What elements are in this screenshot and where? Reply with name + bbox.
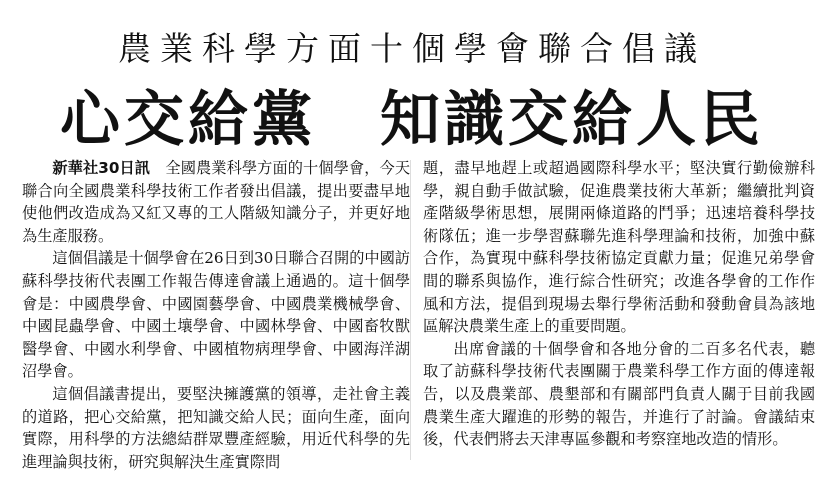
article-headline: 心交給黨 知識交給人民 [60,85,764,155]
article-paragraph: 這個倡議書提出，要堅決擁護黨的領導，走社會主義的道路，把心交給黨，把知識交給人民；面向生產，面向實際，用科學的方法總結群眾豐產經驗，用近代科學的先進理論與技術，研究與解決生產實際問 [22,384,410,471]
article-paragraph [22,157,410,247]
article-paragraph: 這個倡議是十個學會在26日到30日聯合召開的中國訪蘇科學技術代表團工作報告傳達會議上通過的。這十個學會是：中國農學會、中國園藝學會、中國農業機械學會、中國昆蟲學會、中國土壤學會、中國林學會、中國畜牧獸醫學會、中國水利學會、中國植物病理學會、中國海洋湖沼學會。 [22,249,410,381]
article-subheadline: 農業科學方面十個學會聯合倡議 [118,29,706,68]
dateline: 新華社30日訊 [52,159,151,177]
column-divider [410,160,411,460]
article-column-left [22,157,410,473]
article-column-right [423,157,815,451]
article-paragraph: 題，盡早地趕上或超過國際科學水平；堅決實行勤儉辦科學，親自動手做試驗，促進農業技術大革新；繼續批判資產階級學術思想，展開兩條道路的鬥爭；迅速培養科學技術隊伍；進一步學習蘇聯先進科學理論和技術，加強中蘇合作，為實現中蘇科學技術協定貢獻力量；促進兄弟學會間的聯系與協作，進行綜合性研究；改進各學會的工作作風和方法，提倡到現場去舉行學術活動和發動會員為該地區解決農業生產上的重要問題。 [423,159,815,336]
paragraph-text: 全國農業科學方面的十個學會，今天聯合向全國農業科學技術工作者發出倡議，提出要盡早地使他們改造成為又紅又專的工人階級知識分子，并更好地為生產服務。 [22,159,411,245]
article-paragraph: 出席會議的十個學會和各地分會的二百多名代表，聽取了訪蘇科學技術代表團關于農業科學工作方面的傳達報告，以及農業部、農墾部和有關部門負責人關于目前我國農業生產大躍進的形勢的報告，并進行了討論。會議結束後，代表們將去天津專區參觀和考察窪地改造的情形。 [423,339,815,449]
